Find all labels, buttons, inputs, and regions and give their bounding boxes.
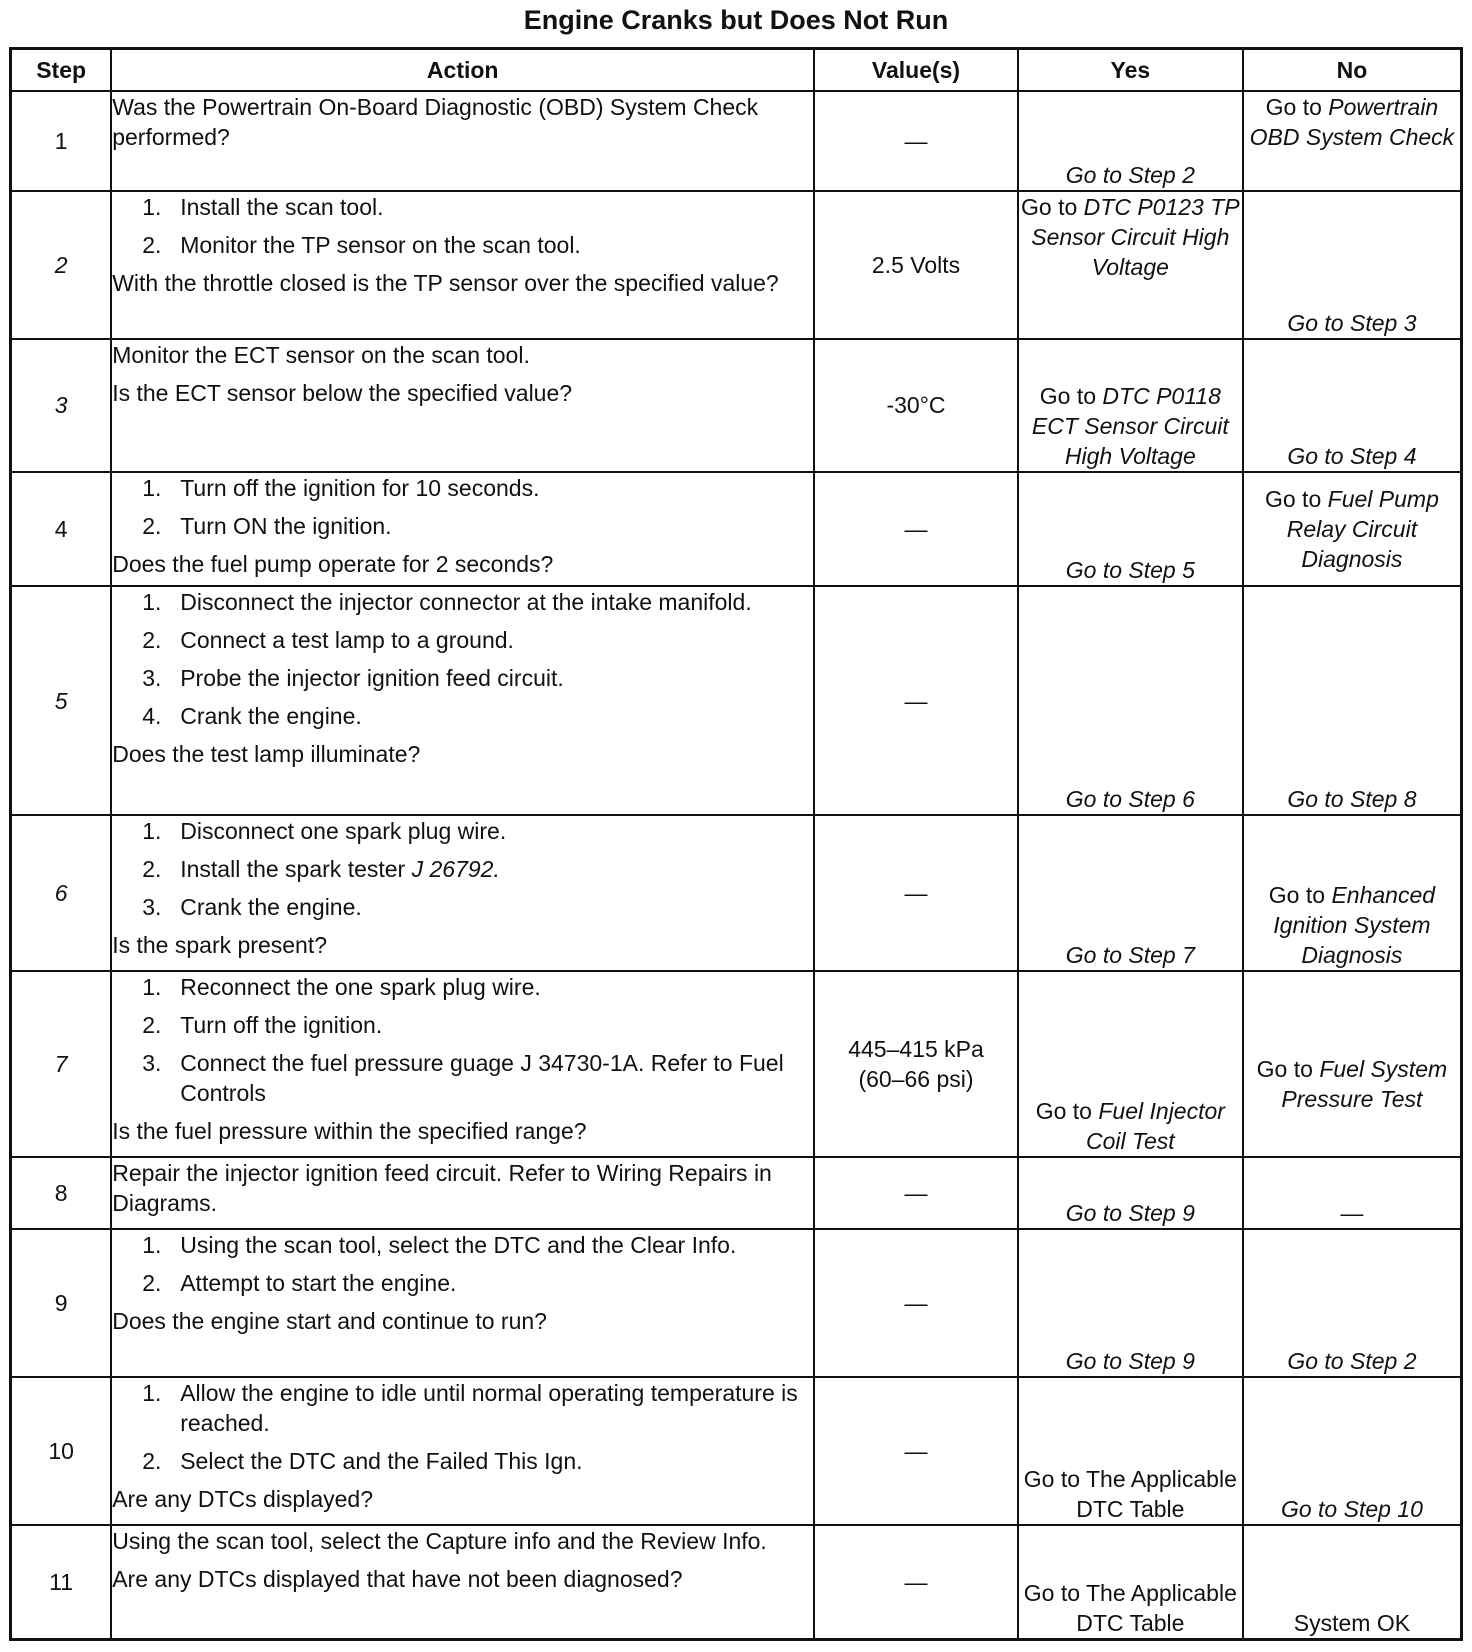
value-cell: — bbox=[814, 815, 1018, 971]
yes-link-text: Go to Step 2 bbox=[1065, 161, 1195, 188]
table-row bbox=[11, 472, 1462, 586]
action-question: Are any DTCs displayed that have not been diagnosed? bbox=[112, 1565, 683, 1592]
no-cell: Go to Powertrain OBD System Check bbox=[1243, 91, 1462, 191]
table-row bbox=[11, 339, 1462, 472]
value-cell: 2.5 Volts bbox=[814, 191, 1018, 339]
yes-link-text: DTC P0123 TP Sensor Circuit High Voltage bbox=[1031, 193, 1240, 280]
table-row bbox=[11, 971, 1462, 1156]
yes-link-text: DTC P0118 ECT Sensor Circuit High Voltage bbox=[1031, 382, 1229, 469]
table-row bbox=[11, 1377, 1462, 1525]
yes-link-text: Go to Step 9 bbox=[1065, 1200, 1195, 1227]
action-text: Repair the injector ignition feed circuit. Refer to Wiring Repairs in Diagrams. bbox=[112, 1159, 772, 1216]
action-question: Is the ECT sensor below the specified value? bbox=[112, 379, 573, 406]
yes-cell: Go to DTC P0118 ECT Sensor Circuit High Voltage bbox=[1018, 339, 1243, 472]
action-cell bbox=[111, 586, 814, 815]
no-cell: Go to Fuel System Pressure Test bbox=[1243, 971, 1462, 1156]
action-step: 3. Probe the injector ignition feed circuit. bbox=[142, 665, 564, 692]
step-number: 7 bbox=[11, 971, 112, 1156]
no-link-text: Enhanced Ignition System Diagnosis bbox=[1273, 882, 1436, 969]
action-step: 2. Select the DTC and the Failed This Ign. bbox=[142, 1448, 583, 1475]
action-step: 2. Connect a test lamp to a ground. bbox=[142, 627, 514, 654]
table-row bbox=[11, 586, 1462, 815]
yes-cell bbox=[1018, 1157, 1243, 1230]
step-number: 9 bbox=[11, 1229, 112, 1377]
yes-link-text: Go to Step 9 bbox=[1065, 1348, 1195, 1375]
action-cell bbox=[111, 971, 814, 1156]
step-number: 6 bbox=[11, 815, 112, 971]
no-cell bbox=[1243, 1229, 1462, 1377]
no-cell bbox=[1243, 339, 1462, 472]
step-number: 8 bbox=[11, 1157, 112, 1230]
value-cell: — bbox=[814, 1377, 1018, 1525]
no-link-text: Fuel System Pressure Test bbox=[1281, 1055, 1448, 1112]
value-psi: (60–66 psi) bbox=[858, 1065, 974, 1092]
value-cell: -30°C bbox=[814, 339, 1018, 472]
action-cell bbox=[111, 815, 814, 971]
yes-cell: Go to The Applicable DTC Table bbox=[1018, 1377, 1243, 1525]
table-header-row bbox=[11, 49, 1462, 92]
step-number: 1 bbox=[11, 91, 112, 191]
no-cell: Go to Fuel Pump Relay Circuit Diagnosis bbox=[1243, 472, 1462, 586]
no-link-text: Go to Step 2 bbox=[1287, 1348, 1417, 1375]
table-row bbox=[11, 1525, 1462, 1640]
action-step: 1. Allow the engine to idle until normal operating temperature is reached. bbox=[142, 1380, 798, 1437]
value-cell bbox=[814, 971, 1018, 1156]
step-number: 3 bbox=[11, 339, 112, 472]
step-number: 10 bbox=[11, 1377, 112, 1525]
no-cell bbox=[1243, 1377, 1462, 1525]
action-step: 4. Crank the engine. bbox=[142, 703, 362, 730]
action-cell bbox=[111, 1377, 814, 1525]
action-step: 2. Turn ON the ignition. bbox=[142, 512, 392, 539]
header-no: No bbox=[1243, 49, 1462, 92]
action-step: 1. Disconnect one spark plug wire. bbox=[142, 818, 507, 845]
no-cell: System OK bbox=[1243, 1525, 1462, 1640]
value-cell: — bbox=[814, 1157, 1018, 1230]
value-cell: — bbox=[814, 1229, 1018, 1377]
table-row bbox=[11, 815, 1462, 971]
action-question: Does the engine start and continue to run? bbox=[112, 1308, 547, 1335]
action-text: Using the scan tool, select the Capture info and the Review Info. bbox=[112, 1527, 767, 1554]
yes-cell bbox=[1018, 472, 1243, 586]
table-row bbox=[11, 191, 1462, 339]
action-question: Does the test lamp illuminate? bbox=[112, 741, 421, 768]
header-value: Value(s) bbox=[814, 49, 1018, 92]
action-cell bbox=[111, 191, 814, 339]
value-cell: — bbox=[814, 1525, 1018, 1640]
value-cell: — bbox=[814, 586, 1018, 815]
no-cell: — bbox=[1243, 1157, 1462, 1230]
action-text: Monitor the ECT sensor on the scan tool. bbox=[112, 341, 530, 368]
header-yes: Yes bbox=[1018, 49, 1243, 92]
step-number: 2 bbox=[11, 191, 112, 339]
table-row bbox=[11, 91, 1462, 191]
yes-cell bbox=[1018, 815, 1243, 971]
action-step: 2. Monitor the TP sensor on the scan tool. bbox=[142, 231, 581, 258]
action-cell bbox=[111, 1229, 814, 1377]
yes-cell: Go to DTC P0123 TP Sensor Circuit High Voltage bbox=[1018, 191, 1243, 339]
step-number: 11 bbox=[11, 1525, 112, 1640]
action-step: 1. Disconnect the injector connector at the intake manifold. bbox=[142, 589, 752, 616]
action-cell bbox=[111, 1525, 814, 1640]
header-step: Step bbox=[11, 49, 112, 92]
action-step: 1. Reconnect the one spark plug wire. bbox=[142, 974, 541, 1001]
action-step: 1. Turn off the ignition for 10 seconds. bbox=[142, 474, 540, 501]
action-question: Is the fuel pressure within the specified range? bbox=[112, 1118, 587, 1145]
action-question: With the throttle closed is the TP sensor over the specified value? bbox=[112, 269, 779, 296]
value-kpa: 445–415 kPa bbox=[848, 1035, 984, 1062]
action-question: Does the fuel pump operate for 2 seconds? bbox=[112, 550, 554, 577]
no-cell bbox=[1243, 191, 1462, 339]
action-step: 2. Turn off the ignition. bbox=[142, 1012, 383, 1039]
step-number: 4 bbox=[11, 472, 112, 586]
table-row bbox=[11, 1157, 1462, 1230]
diagnostic-table bbox=[9, 47, 1463, 1641]
no-link-text: Go to Step 8 bbox=[1287, 786, 1417, 813]
no-cell bbox=[1243, 586, 1462, 815]
yes-cell: Go to Fuel Injector Coil Test bbox=[1018, 971, 1243, 1156]
no-cell: Go to Enhanced Ignition System Diagnosis bbox=[1243, 815, 1462, 971]
no-link-text: Go to Step 3 bbox=[1287, 309, 1417, 336]
action-step: 2. Attempt to start the engine. bbox=[142, 1270, 457, 1297]
yes-link-text: Go to Step 6 bbox=[1065, 786, 1195, 813]
action-step: 1. Using the scan tool, select the DTC and the Clear Info. bbox=[142, 1232, 737, 1259]
action-step: 1. Install the scan tool. bbox=[142, 193, 384, 220]
yes-link-text: Go to Step 7 bbox=[1065, 942, 1195, 969]
no-link-text: Powertrain OBD System Check bbox=[1249, 94, 1455, 150]
action-cell bbox=[111, 1157, 814, 1230]
action-step: 3. Connect the fuel pressure guage J 34730-1A. Refer to Fuel Controls bbox=[142, 1050, 784, 1107]
action-question: Are any DTCs displayed? bbox=[112, 1486, 374, 1513]
action-step: 2. Install the spark tester J 26792. bbox=[142, 856, 500, 883]
yes-cell: Go to The Applicable DTC Table bbox=[1018, 1525, 1243, 1640]
action-text: Was the Powertrain On-Board Diagnostic (OBD) System Check performed? bbox=[112, 94, 759, 150]
action-cell bbox=[111, 339, 814, 472]
value-cell: — bbox=[814, 91, 1018, 191]
yes-link-text: Fuel Injector Coil Test bbox=[1086, 1097, 1225, 1154]
table-row bbox=[11, 1229, 1462, 1377]
yes-cell bbox=[1018, 1229, 1243, 1377]
yes-cell bbox=[1018, 586, 1243, 815]
action-step: 3. Crank the engine. bbox=[142, 894, 362, 921]
header-action: Action bbox=[111, 49, 814, 92]
no-link-text: Fuel Pump Relay Circuit Diagnosis bbox=[1286, 486, 1439, 573]
step-number: 5 bbox=[11, 586, 112, 815]
action-cell bbox=[111, 472, 814, 586]
action-cell bbox=[111, 91, 814, 191]
page-title: Engine Cranks but Does Not Run bbox=[523, 5, 949, 35]
yes-cell bbox=[1018, 91, 1243, 191]
yes-link-text: Go to Step 5 bbox=[1065, 557, 1195, 584]
value-cell: — bbox=[814, 472, 1018, 586]
no-link-text: Go to Step 4 bbox=[1287, 442, 1417, 469]
action-question: Is the spark present? bbox=[112, 932, 328, 959]
no-link-text: Go to Step 10 bbox=[1280, 1495, 1423, 1522]
